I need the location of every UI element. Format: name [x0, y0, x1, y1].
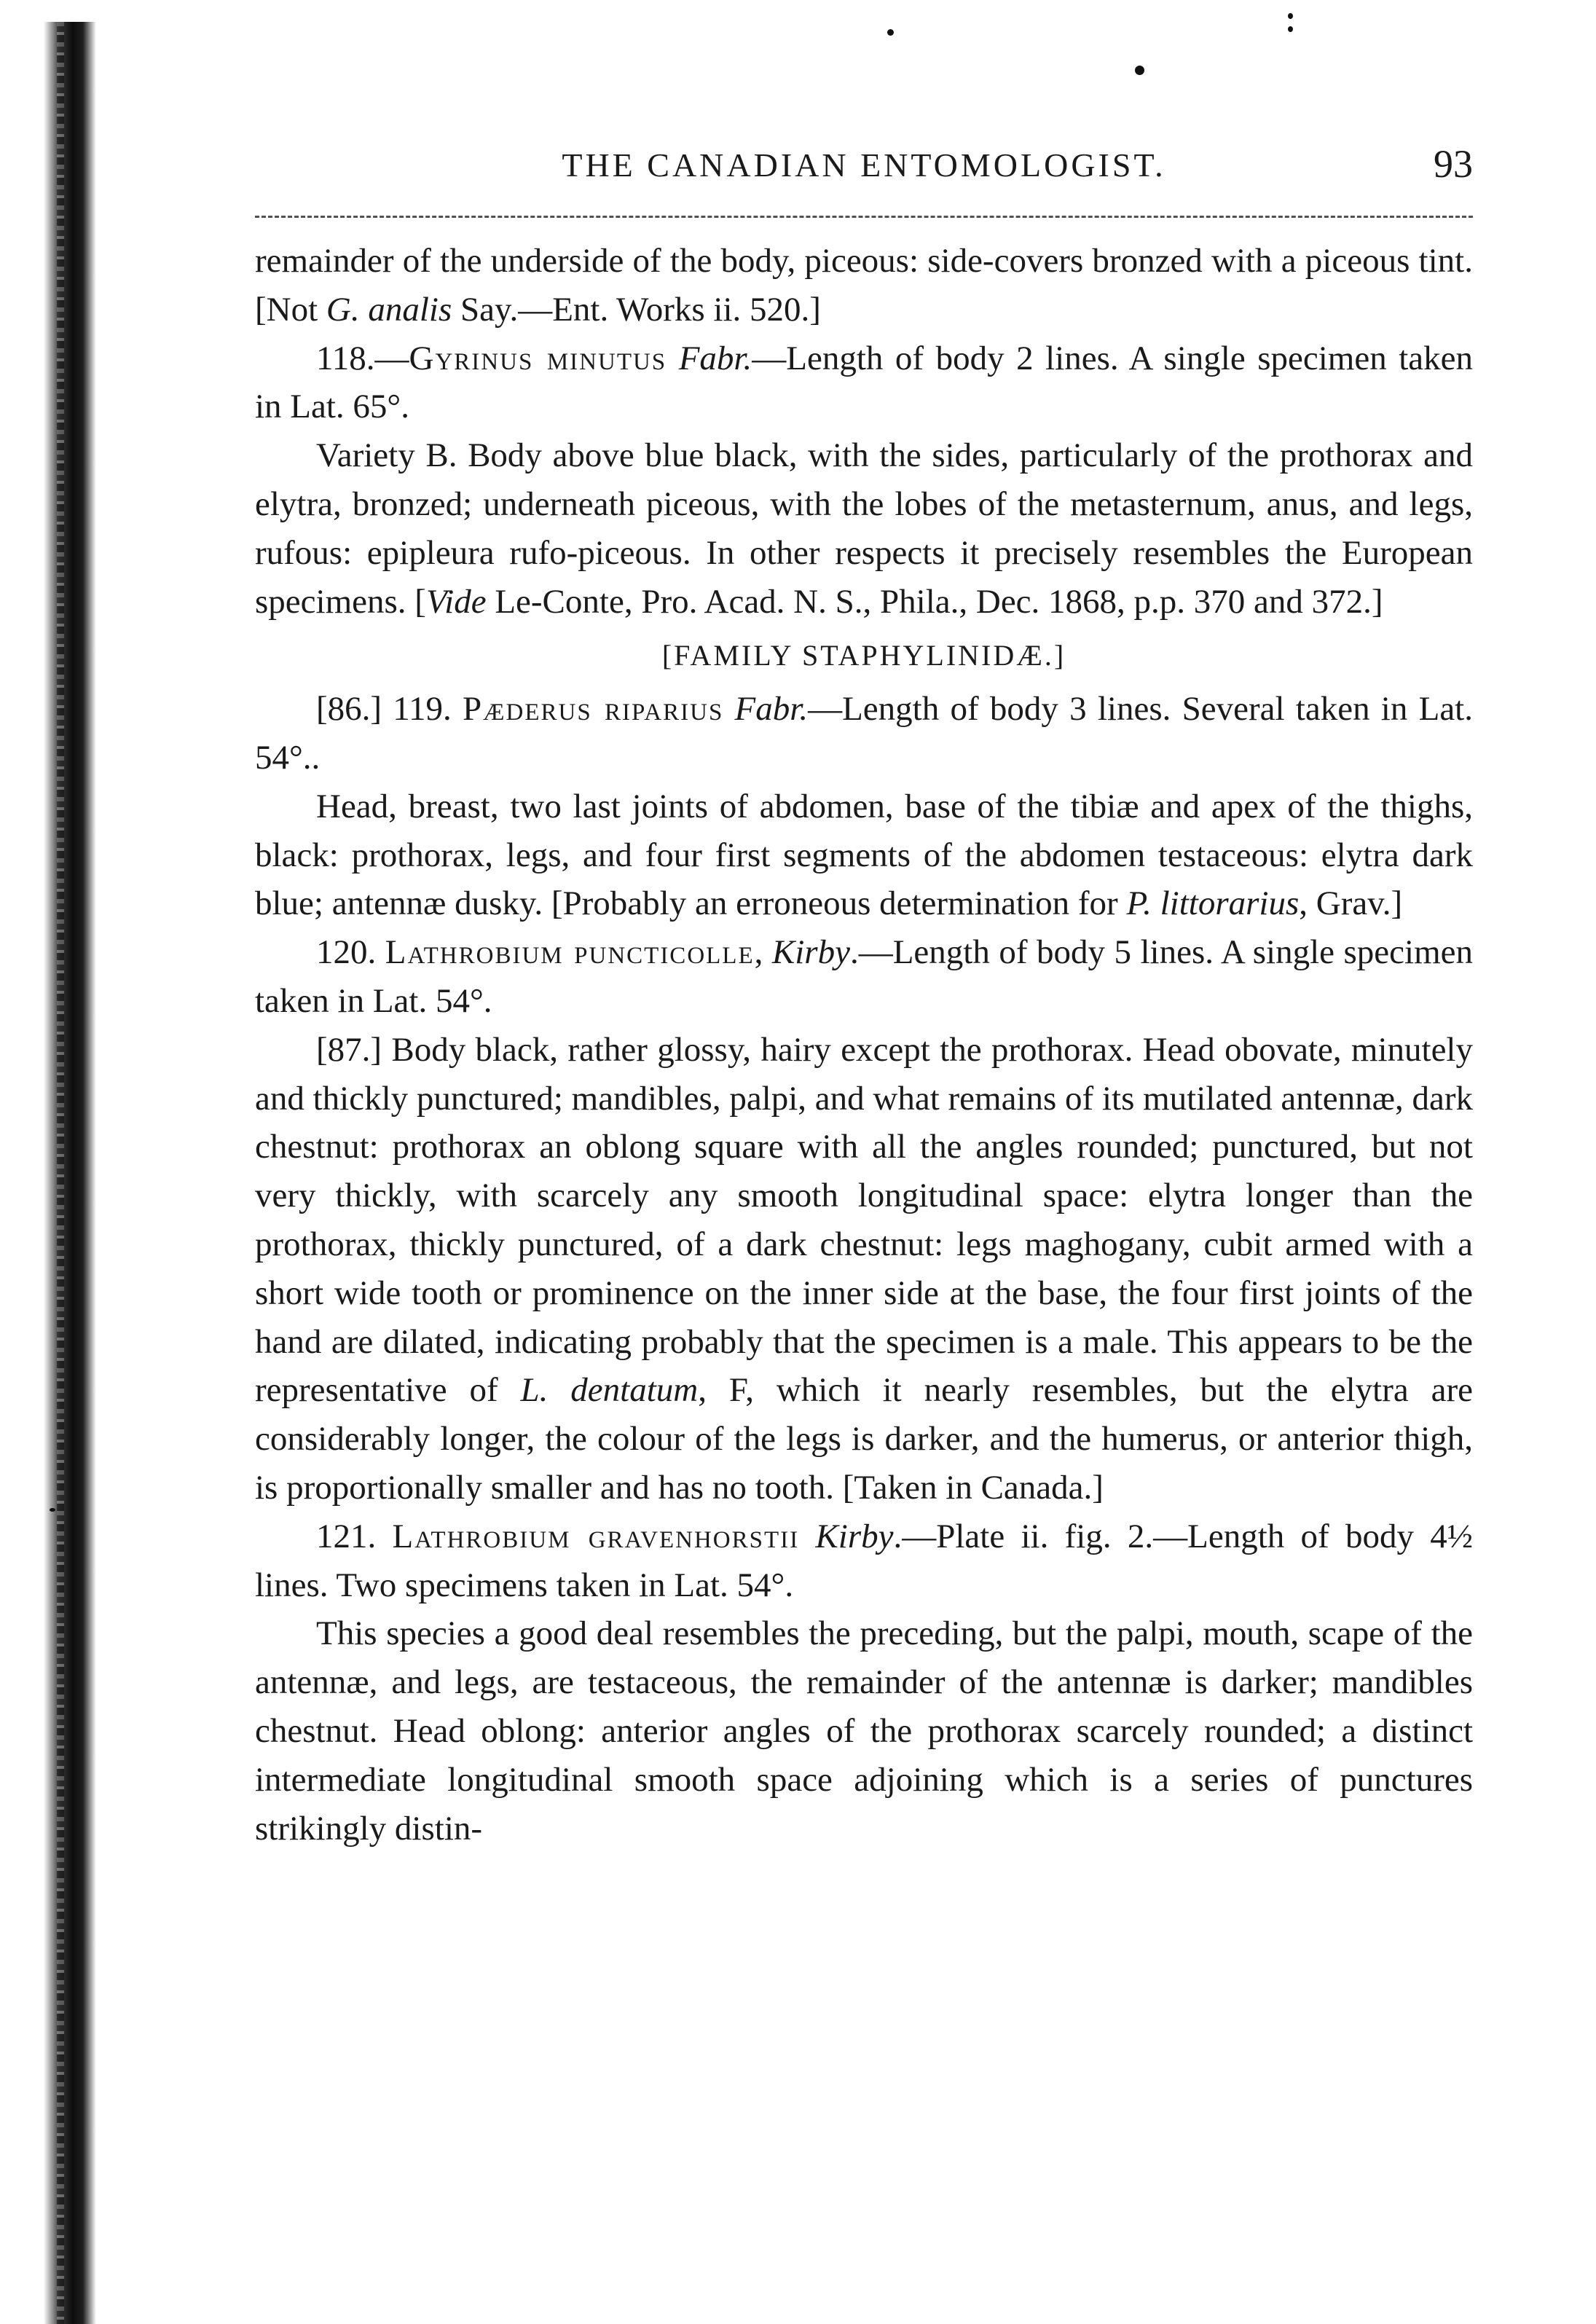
- text-run: [87.] Body black, rather glossy, hairy except the prothorax. Head obovate, minutely and thickly punctured; mandibles, palpi, and what remains of its mutilated antennæ, dark chestnut: prothorax an oblong square with all the angles rounded; punctured, but not very thickly, with scarcely any smooth longitudinal space: elytra longer than the prothorax, thickly punctured, of a dark chestnut: legs maghogany, cubit armed with a short wide tooth or prominence on the inner side at the base, the four first joints of the hand are dilated, indicating probably that the specimen is a male. This appears to be the representative of: [255, 1030, 1474, 1410]
- text-run: Le-Conte, Pro. Acad. N. S., Phila., Dec. 1868, p.p. 370 and 372.]: [486, 582, 1383, 621]
- entry-number: 120.: [316, 933, 385, 972]
- scan-speck: [1288, 26, 1293, 32]
- paragraph-118: [255, 334, 1473, 432]
- page-number: 93: [1434, 142, 1473, 186]
- scan-speck: [1135, 66, 1144, 75]
- paragraph-120-description: [255, 1026, 1473, 1512]
- author-name: Fabr.: [734, 690, 809, 729]
- paragraph-120: [255, 928, 1473, 1026]
- paragraph-variety-b: [255, 431, 1473, 626]
- italic-term: Vide: [425, 582, 487, 621]
- author-name: Kirby: [771, 933, 850, 972]
- text-run: , Grav.]: [1299, 884, 1403, 923]
- text-run: [667, 339, 679, 377]
- family-heading: [FAMILY STAPHYLINIDÆ.]: [661, 639, 1066, 672]
- binding-edge: [44, 22, 96, 2324]
- text-run: remainder of the underside of the body, piceous: side-covers bronzed with a piceous tint. [Not: [255, 242, 1473, 329]
- scan-speck: [887, 29, 894, 36]
- text-run: [723, 690, 734, 728]
- text-run: ,: [754, 933, 772, 972]
- paragraph-gyrinus-continuation: [255, 237, 1473, 334]
- text-run: Variety B. Body above blue black, with the sides, particularly of the prothorax and elytra, bronzed; underneath piceous, with the lobes of the metasternum, anus, and legs, rufous: epipleura rufo-piceous. In other respects it precisely resembles the European specimens. [: [255, 436, 1473, 621]
- author-name: Kirby: [815, 1517, 894, 1555]
- text-run: [799, 1518, 815, 1555]
- scan-speck: [1288, 13, 1293, 19]
- text-run: Say.—Ent. Works ii. 520.]: [452, 290, 821, 329]
- running-head: [255, 142, 1473, 197]
- species-name: L. dentatum: [520, 1371, 699, 1410]
- running-title: THE CANADIAN ENTOMOLOGIST.: [562, 146, 1166, 184]
- header-rule: [255, 216, 1473, 218]
- text-run: —Length of body 2 lines. A single specimen taken in Lat. 65°.: [255, 339, 1474, 426]
- entry-number: 118.—: [316, 339, 409, 377]
- entry-number: 121.: [316, 1517, 393, 1555]
- body-text: [255, 237, 1473, 1853]
- scan-speck: [50, 1508, 55, 1512]
- species-name: Pæderus riparius: [463, 690, 724, 729]
- species-name: Lathrobium puncticolle: [385, 933, 755, 972]
- author-name: Fabr.: [678, 339, 752, 377]
- species-name: P. littorarius: [1126, 884, 1300, 923]
- text-run: .—Length of body 5 lines. A single specimen taken in Lat. 54°.: [255, 933, 1474, 1020]
- text-run: Head, breast, two last joints of abdomen, base of the tibiæ and apex of the thighs, black: prothorax, legs, and four first segments of the abdomen testaceous: elytra dark blue; antennæ dusky. [Probably an erroneous determination for: [255, 787, 1473, 923]
- paragraph-119-description: [255, 782, 1473, 928]
- entry-number: [86.] 119.: [316, 690, 463, 729]
- paragraph-119: [255, 685, 1473, 782]
- page-content: [255, 142, 1474, 1853]
- text-run: —Length of body 3 lines. Several taken in Lat. 54°..: [255, 690, 1473, 777]
- paragraph-121-description: This species a good deal resembles the preceding, but the palpi, mouth, scape of the antennæ, and legs, are testaceous, the remainder of the antennæ is darker; mandibles chestnut. Head oblong: anterior angles of the prothorax scarcely rounded; a distinct intermediate longitudinal smooth space adjoining which is a series of punctures strikingly distin-: [255, 1614, 1473, 1848]
- text-run: .—Plate ii. fig. 2.—Length of body 4½ lines. Two specimens taken in Lat. 54°.: [255, 1517, 1474, 1604]
- species-name: Lathrobium gravenhorstii: [392, 1517, 800, 1555]
- text-run: , F, which it nearly resembles, but the elytra are considerably longer, the colour of the legs is darker, and the humerus, or anterior thigh, is proportionally smaller and has no tooth. [Taken in Canada.]: [255, 1371, 1473, 1507]
- species-name: G. analis: [326, 290, 452, 329]
- species-name: Gyrinus minutus: [409, 339, 667, 377]
- paragraph-121: [255, 1512, 1473, 1610]
